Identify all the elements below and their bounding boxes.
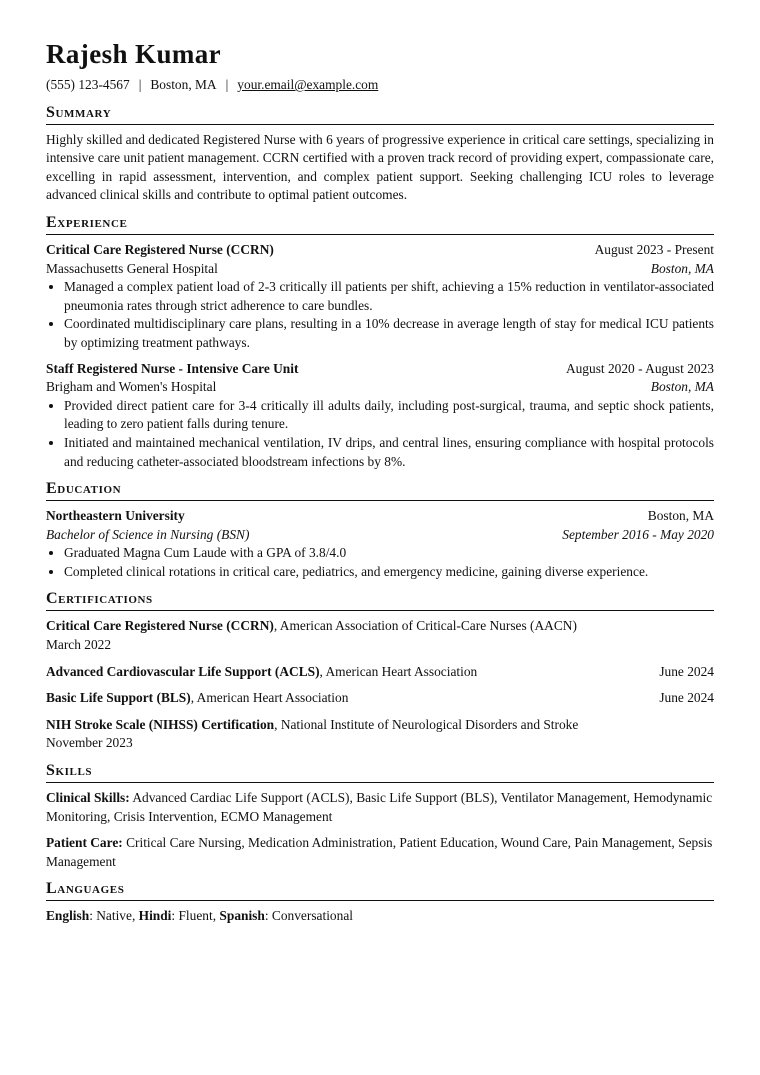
job-entry [46,360,714,472]
language-name: Hindi [138,908,172,924]
languages-section [46,879,714,926]
certification-name: Critical Care Registered Nurse (CCRN) [46,618,274,634]
certifications-section [46,589,714,753]
job-entry [46,241,714,353]
certification-date: November 2023 [46,735,133,751]
school-location: Boston, MA [647,508,714,524]
education-section [46,479,714,581]
certification-date: June 2024 [659,690,714,706]
skill-group [46,789,714,826]
job-bullet: • Provided direct patient care for 3-4 critically ill adults daily, including post-surgical, trauma, and septic shock patients, leading to zero patient falls during tenure. [64,397,714,434]
language-name: Spanish [219,908,265,924]
education-heading: Education [46,479,714,501]
contact-separator: | [225,77,229,92]
certification-item [46,689,714,708]
languages-line [46,907,714,926]
skills-section [46,761,714,871]
skill-group [46,834,714,871]
job-bullet: • Coordinated multidisciplinary care plans, resulting in a 10% decrease in average length of stay for medical ICU patients by optimizing treatment pathways. [64,315,714,352]
email-link[interactable]: your.email@example.com [237,77,379,92]
certification-item [46,716,714,753]
education-dates: September 2016 - May 2020 [562,526,714,542]
education-bullet: • Graduated Magna Cum Laude with a GPA of 3.8/4.0 [64,544,714,563]
education-bullets [46,544,714,581]
summary-heading: Summary [46,103,714,125]
employer: Brigham and Women's Hospital [46,379,217,395]
job-dates: August 2023 - Present [594,241,714,257]
language-name: English [46,908,90,924]
language-level: : Fluent, [171,908,220,924]
skill-group-text: Advanced Cardiac Life Support (ACLS), Basic Life Support (BLS), Ventilator Management, Hemodynamic Monitoring, Crisis Intervention, ECMO Management [46,790,713,824]
certifications-heading: Certifications [46,589,714,611]
contact-separator: | [138,77,142,92]
job-bullet: • Initiated and maintained mechanical ventilation, IV drips, and central lines, ensuring compliance with hospital protocols and reducing catheter-associated bloodstream infections by 8%. [64,434,714,471]
certification-name: Basic Life Support (BLS) [46,690,191,706]
certification-date: March 2022 [46,637,112,653]
skill-group-label: Clinical Skills: [46,790,130,806]
school-name: Northeastern University [46,508,185,524]
certification-issuer: , American Association of Critical-Care Nurses (AACN) [273,618,577,634]
certification-name: NIH Stroke Scale (NIHSS) Certification [46,716,275,732]
location: Boston, MA [150,77,217,92]
employer: Massachusetts General Hospital [46,260,218,276]
experience-heading: Experience [46,213,714,235]
job-dates: August 2020 - August 2023 [565,360,714,376]
certification-issuer: , American Heart Association [190,690,349,706]
languages-heading: Languages [46,879,714,901]
contact-line [46,76,714,95]
job-title: Critical Care Registered Nurse (CCRN) [46,241,274,257]
job-bullet: • Managed a complex patient load of 2-3 critically ill patients per shift, achieving a 15% reduction in ventilator-associated pneumonia rates through strict adherence to care bundles. [64,278,714,315]
job-location: Boston, MA [650,260,714,276]
certification-item [46,617,714,654]
certification-item [46,663,714,682]
summary-section [46,103,714,205]
degree: Bachelor of Science in Nursing (BSN) [46,526,250,542]
certification-date: June 2024 [659,663,714,679]
job-bullets [46,278,714,352]
phone-number: (555) 123-4567 [46,77,130,92]
skill-group-text: Critical Care Nursing, Medication Administration, Patient Education, Wound Care, Pain Management, Sepsis Management [46,835,713,869]
language-level: : Native, [89,908,139,924]
summary-text: Highly skilled and dedicated Registered Nurse with 6 years of progressive experience in critical care settings, specializing in intensive care unit patient management. CCRN certified with a proven track record of providing expert, compassionate care, excelling in rapid assessment, intervention, and complex patient support. Seeking challenging ICU roles to leverage advanced clinical skills and contribute to optimal patient outcomes. [46,131,714,203]
job-location: Boston, MA [650,379,714,395]
language-level: : Conversational [264,908,353,924]
certification-issuer: , American Heart Association [319,663,478,679]
certification-issuer: , National Institute of Neurological Disorders and Stroke [274,716,579,732]
experience-section [46,213,714,471]
certification-name: Advanced Cardiovascular Life Support (ACLS) [46,663,320,679]
job-title: Staff Registered Nurse - Intensive Care Unit [46,360,299,376]
skills-heading: Skills [46,761,714,783]
skill-group-label: Patient Care: [46,835,123,851]
education-bullet: • Completed clinical rotations in critical care, pediatrics, and emergency medicine, gaining diverse experience. [64,563,714,582]
candidate-name: Rajesh Kumar [46,39,222,69]
job-bullets [46,397,714,471]
